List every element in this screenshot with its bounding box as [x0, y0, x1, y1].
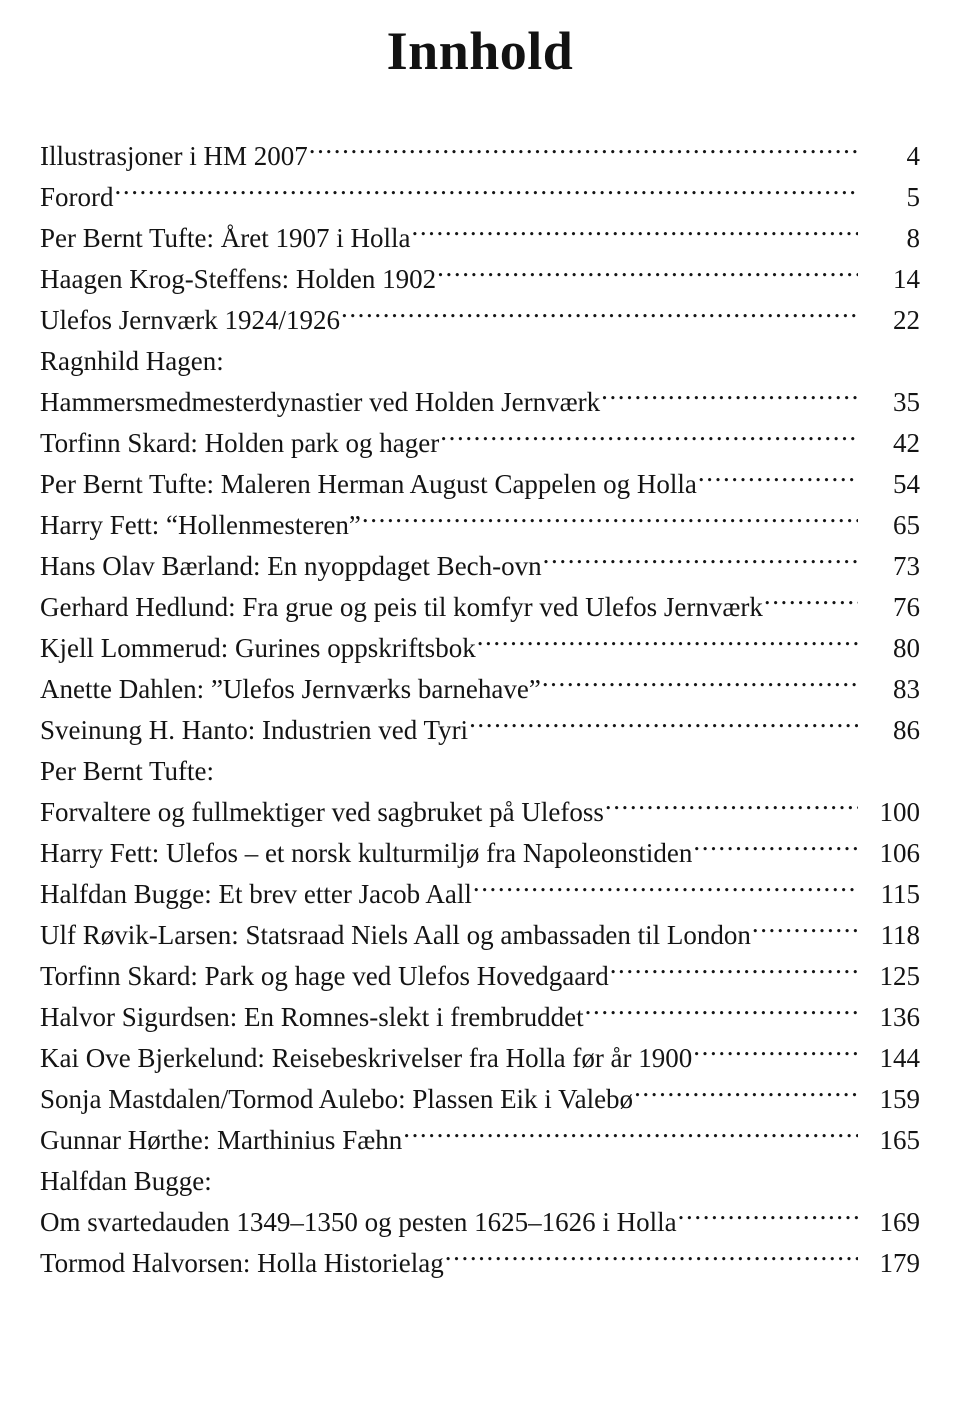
toc-entry-author-line: Per Bernt Tufte: [40, 756, 215, 786]
toc-entry[interactable] [40, 1161, 920, 1243]
toc-entry-page-number: 22 [893, 305, 920, 335]
toc-entry-row[interactable] [40, 1120, 920, 1161]
page-title: Innhold [386, 21, 574, 81]
toc-entry[interactable] [40, 915, 920, 956]
toc-entry-row[interactable] [40, 1243, 920, 1284]
toc-leader-dots [403, 1122, 858, 1149]
toc-entry-page-number: 106 [879, 838, 920, 868]
toc-entry[interactable] [40, 259, 920, 300]
toc-leader-dots [610, 958, 858, 985]
toc-entry-page-number: 14 [893, 264, 920, 294]
toc-entry-page-number: 54 [893, 469, 920, 499]
toc-list [40, 136, 920, 1284]
toc-leader-dots [764, 589, 858, 616]
toc-entry-title: Sveinung H. Hanto: Industrien ved Tyri [40, 715, 469, 745]
toc-entry-page-number: 4 [906, 141, 920, 171]
toc-entry-title: Sonja Mastdalen/Tormod Aulebo: Plassen Eik i Valebø [40, 1084, 634, 1114]
toc-entry-page-number: 76 [893, 592, 920, 622]
toc-entry-page-number: 169 [879, 1207, 920, 1237]
toc-entry-row[interactable] [40, 259, 920, 300]
toc-entry-row[interactable] [40, 546, 920, 587]
toc-entry-title: Torfinn Skard: Holden park og hager [40, 428, 440, 458]
toc-entry-row[interactable] [40, 587, 920, 628]
toc-entry-row[interactable] [40, 382, 920, 423]
toc-entry-title: Hans Olav Bærland: En nyoppdaget Bech-ovn [40, 551, 542, 581]
toc-entry-page-number: 100 [879, 797, 920, 827]
toc-entry-row[interactable] [40, 218, 920, 259]
toc-entry-page-number: 8 [906, 223, 920, 253]
toc-entry[interactable] [40, 1120, 920, 1161]
toc-leader-dots [542, 671, 858, 698]
toc-leader-dots [440, 425, 858, 452]
toc-entry-page-number: 159 [879, 1084, 920, 1114]
toc-entry-page-number: 165 [879, 1125, 920, 1155]
toc-entry[interactable] [40, 218, 920, 259]
toc-entry-title: Torfinn Skard: Park og hage ved Ulefos Hovedgaard [40, 961, 609, 991]
toc-entry-row[interactable] [40, 423, 920, 464]
toc-entry[interactable] [40, 546, 920, 587]
toc-entry-title: Haagen Krog-Steffens: Holden 1902 [40, 264, 437, 294]
toc-entry[interactable] [40, 833, 920, 874]
toc-leader-dots [585, 999, 858, 1026]
toc-leader-dots [678, 1204, 858, 1231]
toc-entry[interactable] [40, 997, 920, 1038]
toc-entry-page-number: 5 [906, 182, 920, 212]
toc-entry[interactable] [40, 136, 920, 177]
toc-entry[interactable] [40, 177, 920, 218]
toc-entry-title: Per Bernt Tufte: Året 1907 i Holla [40, 223, 411, 253]
toc-entry-row[interactable] [40, 136, 920, 177]
toc-leader-dots [693, 1040, 858, 1067]
toc-entry-author-line: Ragnhild Hagen: [40, 346, 224, 376]
toc-entry-title: Gunnar Hørthe: Marthinius Fæhn [40, 1125, 403, 1155]
toc-entry[interactable] [40, 423, 920, 464]
toc-leader-dots [605, 794, 858, 821]
toc-entry-row[interactable] [40, 177, 920, 218]
toc-entry[interactable] [40, 1038, 920, 1079]
toc-leader-dots [309, 138, 858, 165]
toc-entry-row[interactable] [40, 997, 920, 1038]
toc-entry-title: Tormod Halvorsen: Holla Historielag [40, 1248, 444, 1278]
toc-entry-title: Om svartedauden 1349–1350 og pesten 1625–1626 i Holla [40, 1207, 677, 1237]
toc-entry-row[interactable] [40, 464, 920, 505]
toc-entry-row[interactable] [40, 956, 920, 997]
toc-leader-dots [477, 630, 858, 657]
toc-leader-dots [341, 302, 858, 329]
toc-entry[interactable] [40, 669, 920, 710]
toc-entry-row[interactable] [40, 1038, 920, 1079]
toc-entry[interactable] [40, 1079, 920, 1120]
toc-entry-page-number: 65 [893, 510, 920, 540]
toc-entry-title: Harry Fett: Ulefos – et norsk kulturmiljø fra Napoleonstiden [40, 838, 693, 868]
toc-entry[interactable] [40, 341, 920, 423]
toc-entry-title: Kai Ove Bjerkelund: Reisebeskrivelser fra Holla før år 1900 [40, 1043, 693, 1073]
toc-entry-page-number: 80 [893, 633, 920, 663]
toc-entry-row[interactable] [40, 505, 920, 546]
toc-entry-row[interactable] [40, 1079, 920, 1120]
toc-entry-page-number: 42 [893, 428, 920, 458]
toc-entry[interactable] [40, 1243, 920, 1284]
toc-entry-page-number: 125 [879, 961, 920, 991]
toc-entry-row[interactable] [40, 833, 920, 874]
toc-entry-row[interactable] [40, 874, 920, 915]
toc-entry-page-number: 35 [893, 387, 920, 417]
toc-entry-title: Hammersmedmesterdynastier ved Holden Jernværk [40, 387, 601, 417]
toc-leader-dots [411, 220, 858, 247]
toc-leader-dots [445, 1245, 858, 1272]
toc-entry-row[interactable] [40, 915, 920, 956]
toc-entry[interactable] [40, 874, 920, 915]
toc-entry-row[interactable] [40, 669, 920, 710]
toc-entry-row[interactable] [40, 300, 920, 341]
toc-entry-page-number: 144 [879, 1043, 920, 1073]
toc-entry[interactable] [40, 628, 920, 669]
toc-entry-title: Ulf Røvik-Larsen: Statsraad Niels Aall og ambassaden til London [40, 920, 751, 950]
toc-entry-row[interactable] [40, 710, 920, 751]
toc-leader-dots [543, 548, 858, 575]
toc-entry-title: Anette Dahlen: ”Ulefos Jernværks barnehave” [40, 674, 541, 704]
toc-entry-page-number: 73 [893, 551, 920, 581]
toc-entry-row[interactable] [40, 1202, 920, 1243]
toc-leader-dots [698, 466, 858, 493]
toc-entry-page-number: 179 [879, 1248, 920, 1278]
toc-entry[interactable] [40, 300, 920, 341]
toc-entry-title: Kjell Lommerud: Gurines oppskriftsbok [40, 633, 476, 663]
toc-leader-dots [634, 1081, 858, 1108]
toc-leader-dots [693, 835, 858, 862]
toc-entry[interactable] [40, 587, 920, 628]
toc-leader-dots [469, 712, 858, 739]
toc-entry-title: Harry Fett: “Hollenmesteren” [40, 510, 361, 540]
toc-leader-dots [473, 876, 858, 903]
toc-entry-author-line: Halfdan Bugge: [40, 1166, 212, 1196]
toc-entry-title: Illustrasjoner i HM 2007 [40, 141, 308, 171]
toc-leader-dots [752, 917, 858, 944]
toc-entry-title: Forord [40, 182, 114, 212]
toc-entry-page-number: 118 [880, 920, 920, 950]
toc-leader-dots [362, 507, 858, 534]
toc-entry-page-number: 115 [880, 879, 920, 909]
toc-entry[interactable] [40, 751, 920, 833]
toc-leader-dots [601, 384, 858, 411]
toc-leader-dots [437, 261, 858, 288]
toc-entry-row[interactable] [40, 792, 920, 833]
toc-entry[interactable] [40, 464, 920, 505]
toc-entry-page-number: 136 [879, 1002, 920, 1032]
toc-leader-dots [115, 179, 859, 206]
toc-entry-title: Gerhard Hedlund: Fra grue og peis til komfyr ved Ulefos Jernværk [40, 592, 763, 622]
toc-entry-title: Ulefos Jernværk 1924/1926 [40, 305, 340, 335]
toc-entry-title: Per Bernt Tufte: Maleren Herman August Cappelen og Holla [40, 469, 697, 499]
toc-entry-page-number: 83 [893, 674, 920, 704]
toc-entry-page-number: 86 [893, 715, 920, 745]
toc-entry-title: Forvaltere og fullmektiger ved sagbruket på Ulefoss [40, 797, 604, 827]
toc-entry[interactable] [40, 505, 920, 546]
toc-entry[interactable] [40, 956, 920, 997]
toc-entry-title: Halfdan Bugge: Et brev etter Jacob Aall [40, 879, 472, 909]
toc-entry-row[interactable] [40, 628, 920, 669]
toc-entry-title: Halvor Sigurdsen: En Romnes-slekt i frembruddet [40, 1002, 584, 1032]
toc-entry[interactable] [40, 710, 920, 751]
